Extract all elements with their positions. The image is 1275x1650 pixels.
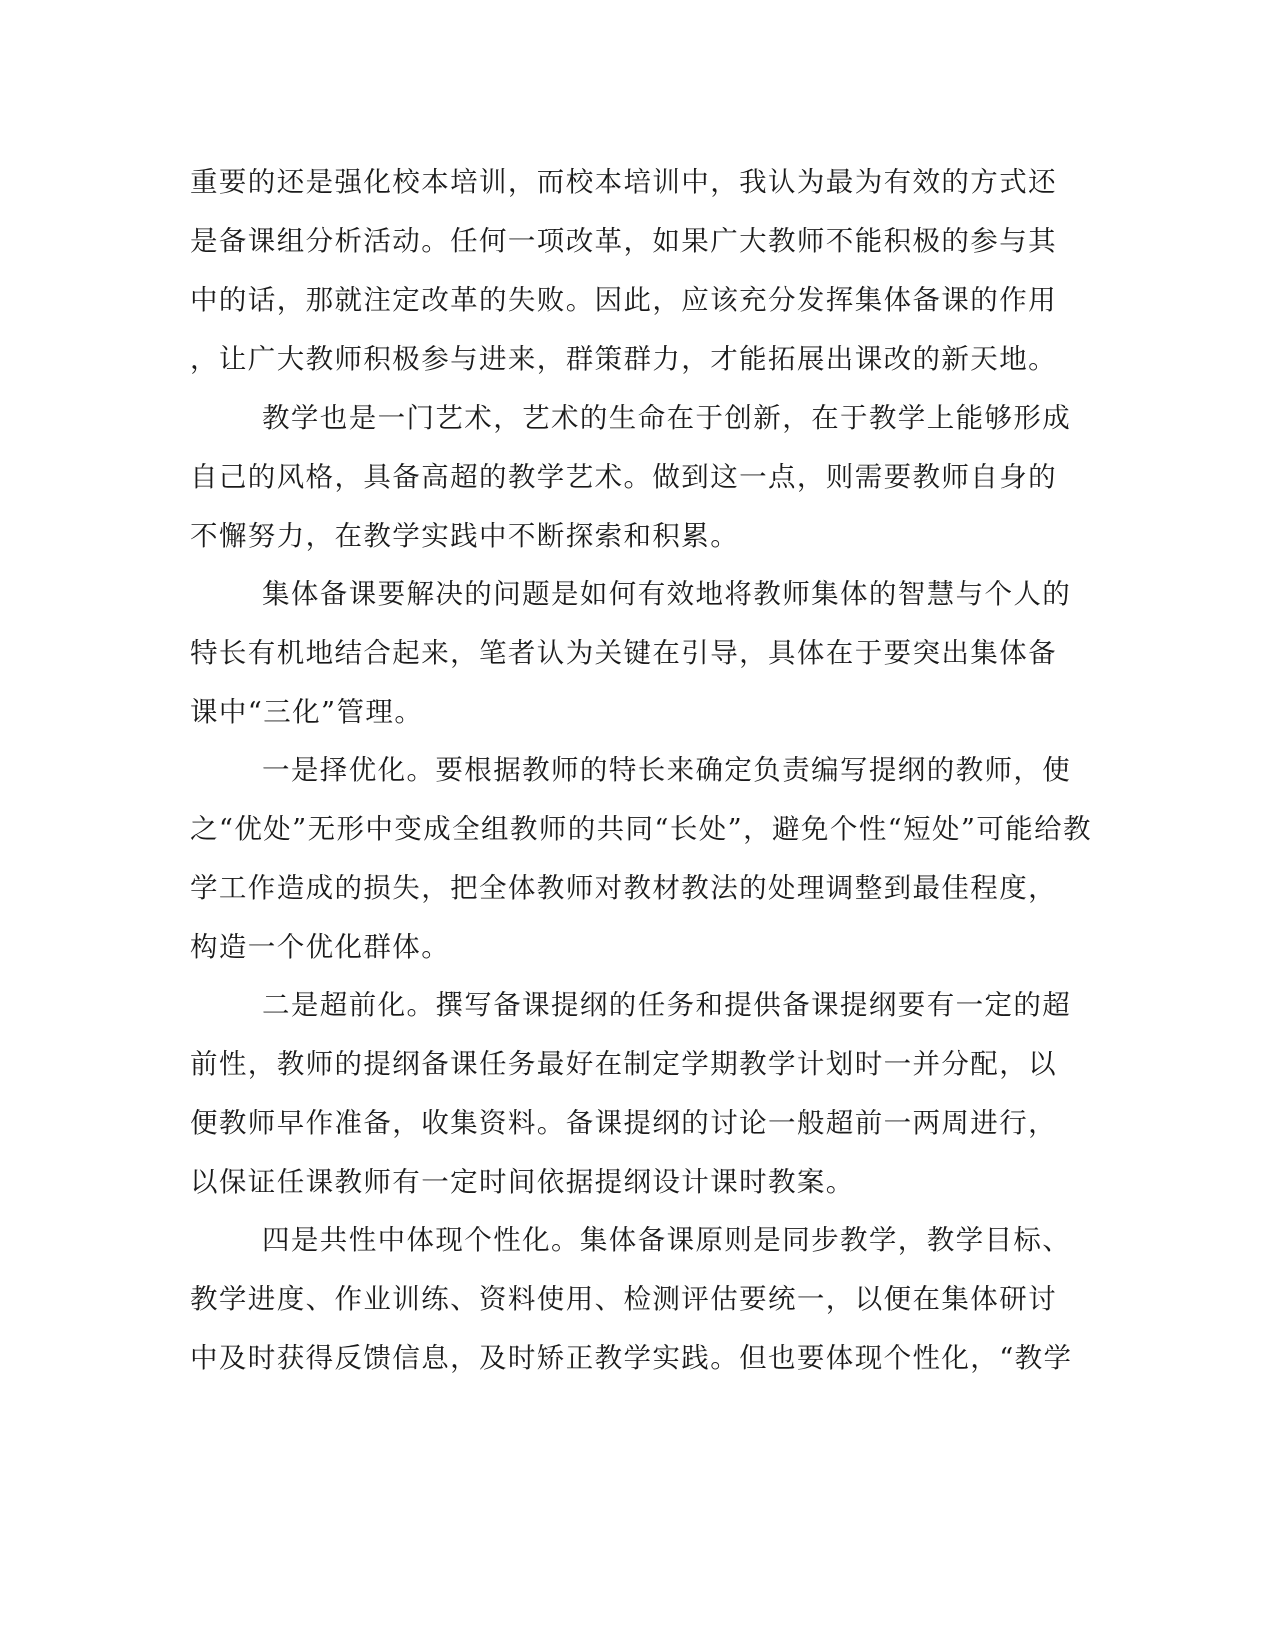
text-line-3: 中的话，那就注定改革的失败。因此，应该充分发挥集体备课的作用	[190, 284, 1057, 316]
paragraph-3-line-3: 课中“三化”管理。	[190, 696, 424, 728]
paragraph-3-line-1: 集体备课要解决的问题是如何有效地将教师集体的智慧与个人的	[262, 578, 1072, 610]
paragraph-5-line-1: 二是超前化。撰写备课提纲的任务和提供备课提纲要有一定的超	[262, 989, 1072, 1021]
paragraph-5-line-2: 前性，教师的提纲备课任务最好在制定学期教学计划时一并分配，以	[190, 1048, 1057, 1080]
paragraph-4-line-3: 学工作造成的损失，把全体教师对教材教法的处理调整到最佳程度，	[190, 872, 1057, 904]
paragraph-4-line-1: 一是择优化。要根据教师的特长来确定负责编写提纲的教师，使	[262, 754, 1072, 786]
paragraph-6-line-2: 教学进度、作业训练、资料使用、检测评估要统一，以便在集体研讨	[190, 1283, 1057, 1315]
text-line-2: 是备课组分析活动。任何一项改革，如果广大教师不能积极的参与其	[190, 225, 1057, 257]
paragraph-2-line-3: 不懈努力，在教学实践中不断探索和积累。	[190, 520, 740, 552]
paragraph-2-line-1: 教学也是一门艺术，艺术的生命在于创新，在于教学上能够形成	[262, 402, 1072, 434]
text-line-1: 重要的还是强化校本培训，而校本培训中，我认为最为有效的方式还	[190, 166, 1057, 198]
paragraph-2-line-2: 自己的风格，具备高超的教学艺术。做到这一点，则需要教师自身的	[190, 461, 1057, 493]
text-line-4: ，让广大教师积极参与进来，群策群力，才能拓展出课改的新天地。	[190, 343, 1057, 375]
paragraph-4-line-4: 构造一个优化群体。	[190, 931, 451, 963]
paragraph-5-line-4: 以保证任课教师有一定时间依据提纲设计课时教案。	[190, 1166, 855, 1198]
paragraph-6-line-1: 四是共性中体现个性化。集体备课原则是同步教学，教学目标、	[262, 1224, 1072, 1256]
paragraph-5-line-3: 便教师早作准备，收集资料。备课提纲的讨论一般超前一两周进行，	[190, 1107, 1057, 1139]
paragraph-6-line-3: 中及时获得反馈信息，及时矫正教学实践。但也要体现个性化，“教学	[190, 1342, 1073, 1374]
paragraph-4-line-2: 之“优处”无形中变成全组教师的共同“长处”，避免个性“短处”可能给教	[190, 813, 1092, 845]
paragraph-3-line-2: 特长有机地结合起来，笔者认为关键在引导，具体在于要突出集体备	[190, 637, 1057, 669]
